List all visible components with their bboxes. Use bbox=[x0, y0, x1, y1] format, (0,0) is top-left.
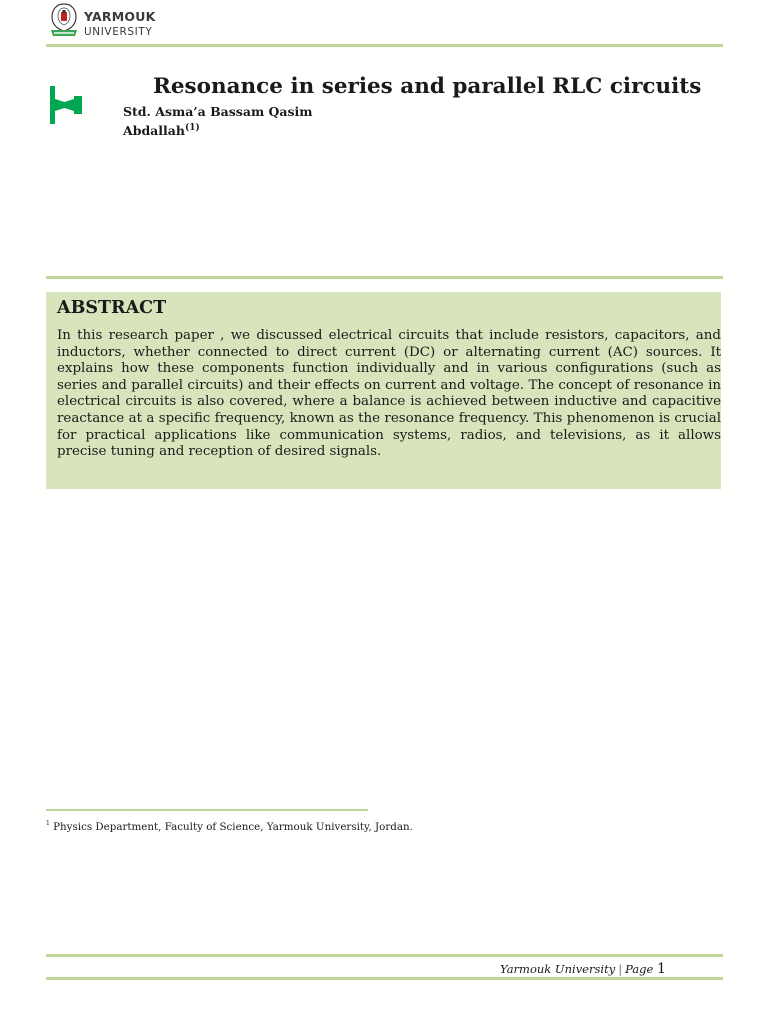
footer-separator: | bbox=[618, 962, 623, 976]
footer-institution: Yarmouk University bbox=[500, 962, 616, 976]
footnote-rule bbox=[46, 809, 368, 811]
page-footer bbox=[500, 961, 666, 977]
footnote-marker: 1 bbox=[46, 820, 50, 827]
university-crest-icon bbox=[48, 2, 80, 38]
header-rule bbox=[46, 44, 723, 47]
footer-rule-upper bbox=[46, 954, 723, 957]
paper-title: Resonance in series and parallel RLC circuits bbox=[153, 74, 702, 99]
footer-page-label: Page bbox=[625, 962, 654, 976]
author-name-line2 bbox=[123, 120, 313, 139]
footer-rule-lower bbox=[46, 977, 723, 980]
logo-text-line2: UNIVERSITY bbox=[84, 26, 153, 38]
university-logo bbox=[48, 2, 168, 42]
footnote bbox=[46, 820, 413, 833]
author-block bbox=[123, 104, 313, 139]
logo-text-line1: YARMOUK bbox=[84, 9, 156, 24]
author-name-line1: Std. Asma’a Bassam Qasim bbox=[123, 104, 313, 119]
abstract-heading: ABSTRACT bbox=[57, 298, 167, 318]
y-mark-icon bbox=[48, 86, 84, 124]
footnote-text: Physics Department, Faculty of Science, Yarmouk University, Jordan. bbox=[53, 821, 413, 833]
page-number: 1 bbox=[656, 961, 666, 977]
abstract-box bbox=[46, 292, 721, 489]
author-surname: Abdallah bbox=[123, 123, 185, 139]
abstract-text: In this research paper , we discussed electrical circuits that include resistors, capacitors, and inductors, whether connected to direct current (DC) or alternating current (AC) sources. It explains how these components function individually and in various configurations (such as series and parallel circuits) and their effects on current and voltage. The concept of resonance in electrical circuits is also covered, where a balance is achieved between inductive and capacitive reactance at a specific frequency, known as the resonance frequency. This phenomenon is crucial for practical applications like communication systems, radios, and televisions, as it allows precise tuning and reception of desired signals. bbox=[57, 328, 721, 460]
section-rule bbox=[46, 276, 723, 279]
author-affiliation-ref[interactable]: (1) bbox=[184, 123, 200, 133]
